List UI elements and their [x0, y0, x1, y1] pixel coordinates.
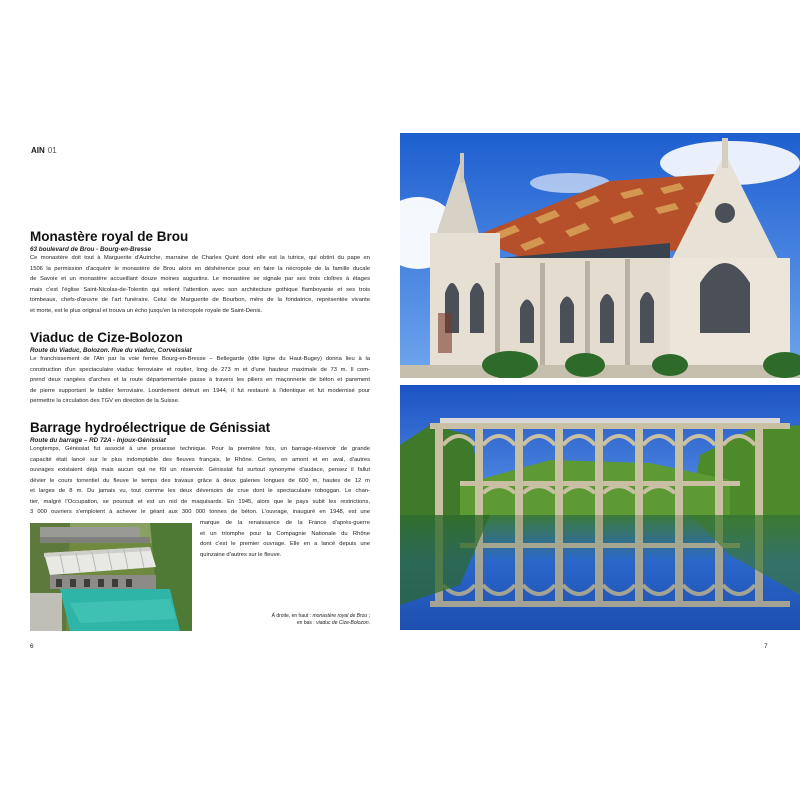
- body-line: 1506 la permission d'acquérir le monastère de Brou alors en déshérence pour en faire la nécropole de la famille ducale: [30, 265, 370, 272]
- body-line: mais c'est l'église Saint-Nicolas-de-Tolentin qui retient l'attention avec son architecture gothique flamboyante et ses trois: [30, 286, 370, 293]
- body-line: permettre la circulation des TGV en direction de la Suisse.: [30, 398, 180, 404]
- section-header: [31, 146, 57, 155]
- section-title-viaduc: Viaduc de Cize-Bolozon: [30, 330, 183, 345]
- photo-caption: [272, 613, 370, 627]
- caption-text: ;: [367, 613, 370, 619]
- body-line: tombeaux, chefs-d'œuvre de l'art funéraire. Celui de Marguerite de Bourbon, mère de la fondatrice, représentée vivante: [30, 297, 370, 303]
- region-label: AIN: [31, 146, 45, 155]
- viaduc-photo: [400, 385, 800, 630]
- body-line: prend deux rangées d'arches et la route départementale passe à travers les piliers en maçonnerie de béton et parement: [30, 377, 370, 383]
- section-subtitle-brou: 63 boulevard de Brou - Bourg-en-Bresse: [30, 246, 152, 253]
- body-line: de Savoie et un monastère accueillant douze moines augustins. Le monastère se signale par ses trois cloîtres à étages: [30, 276, 370, 282]
- brou-photo: [400, 133, 800, 378]
- body-line: dévier le cours torrentiel du fleuve le temps des travaux grâce à deux galeries longues de 600 m, hautes de 12 m: [30, 477, 370, 484]
- body-line: et morte, est le plus original et trouva un écho jusqu'en la nécropole royale de Saint-Denis.: [30, 307, 263, 314]
- body-line: Le franchissement de l'Ain par la voie ferrée Bourg-en-Bresse – Bellegarde (dite ligne du Haut-Bugey) donna lieu à la: [30, 356, 370, 362]
- caption-italic: viaduc de Cize-Bolozon: [316, 620, 369, 626]
- caption-italic: monastère royal de Brou: [312, 613, 368, 619]
- section-title-brou: Monastère royal de Brou: [30, 229, 189, 244]
- body-line: construction d'un spectaculaire viaduc ferroviaire et routier, long de 273 m et d'une hauteur maximale de 73 m. Il com-: [30, 366, 370, 373]
- body-line: et un triomphe pour la Compagnie Nationale du Rhône: [200, 530, 370, 537]
- monastery-illustration: [400, 133, 800, 378]
- page-number-left: 6: [30, 643, 34, 650]
- body-line: capacité était lancé sur le plus indomptable des fleuves français, le Rhône. Certes, en amont et en aval, d'autres: [30, 456, 370, 463]
- caption-text: À droite, en haut :: [271, 613, 313, 619]
- section-subtitle-genissiat: Route du barrage – RD 72A - Injoux-Génissiat: [30, 437, 166, 444]
- section-body-viaduc: [30, 354, 370, 407]
- section-body-genissiat-wrap: [200, 518, 370, 560]
- caption-text: .: [368, 620, 370, 626]
- body-line: Longtemps, Génissiat fut associé à une prouesse technique. Pour la première fois, un barrage-réservoir de grande: [30, 446, 370, 452]
- section-title-genissiat: Barrage hydroélectrique de Génissiat: [30, 420, 271, 435]
- dam-photo: [30, 523, 192, 631]
- body-line: dont c'est le premier ouvrage. Elle en a lancé depuis une: [200, 541, 370, 547]
- body-line: de pierre supportant le tablier ferroviaire. Lourdement détruit en 1944, il fut restauré à l'identique et fut modernisé pour: [30, 387, 370, 394]
- body-line: 3 000 ouvriers s'emploient à achever le géant aux 300 000 tonnes de béton. L'ouvrage, inauguré en 1948, est une: [30, 509, 370, 515]
- body-line: tier, malgré l'Occupation, se poursuit et est un nid de maquisards. En 1945, alors que le pays subit les restrictions,: [30, 498, 370, 505]
- body-line: ouvrages existaient déjà mais aucun qui ne fût un réservoir. Génissiat fut surtout synonyme d'audace, pensez il fallut: [30, 467, 370, 473]
- dam-illustration: [30, 523, 192, 631]
- body-line: quinzaine d'autres sur le fleuve.: [200, 551, 282, 558]
- caption-line-1: [272, 613, 370, 620]
- body-line: et larges de 8 m. Du jamais vu, tout comme les deux déversoirs de crue dont le spectaculaire toboggan. Le chan-: [30, 488, 370, 494]
- page-number-right: 7: [764, 643, 768, 650]
- section-body-brou: [30, 253, 370, 316]
- chapter-number: 01: [47, 146, 57, 155]
- caption-line-2: [272, 620, 370, 627]
- body-line: marque de la renaissance de la France d'après-guerre: [200, 520, 370, 526]
- caption-text: en bas :: [296, 620, 317, 626]
- viaduct-illustration: [400, 385, 800, 630]
- section-subtitle-viaduc: Route du Viaduc, Bolozon. Rue du viaduc, Corveissiat: [30, 347, 192, 354]
- body-line: Ce monastère doit tout à Marguerite d'Autriche, marraine de Charles Quint dont elle est la tutrice, qui obtint du pape en: [30, 255, 370, 261]
- section-body-genissiat: [30, 444, 370, 518]
